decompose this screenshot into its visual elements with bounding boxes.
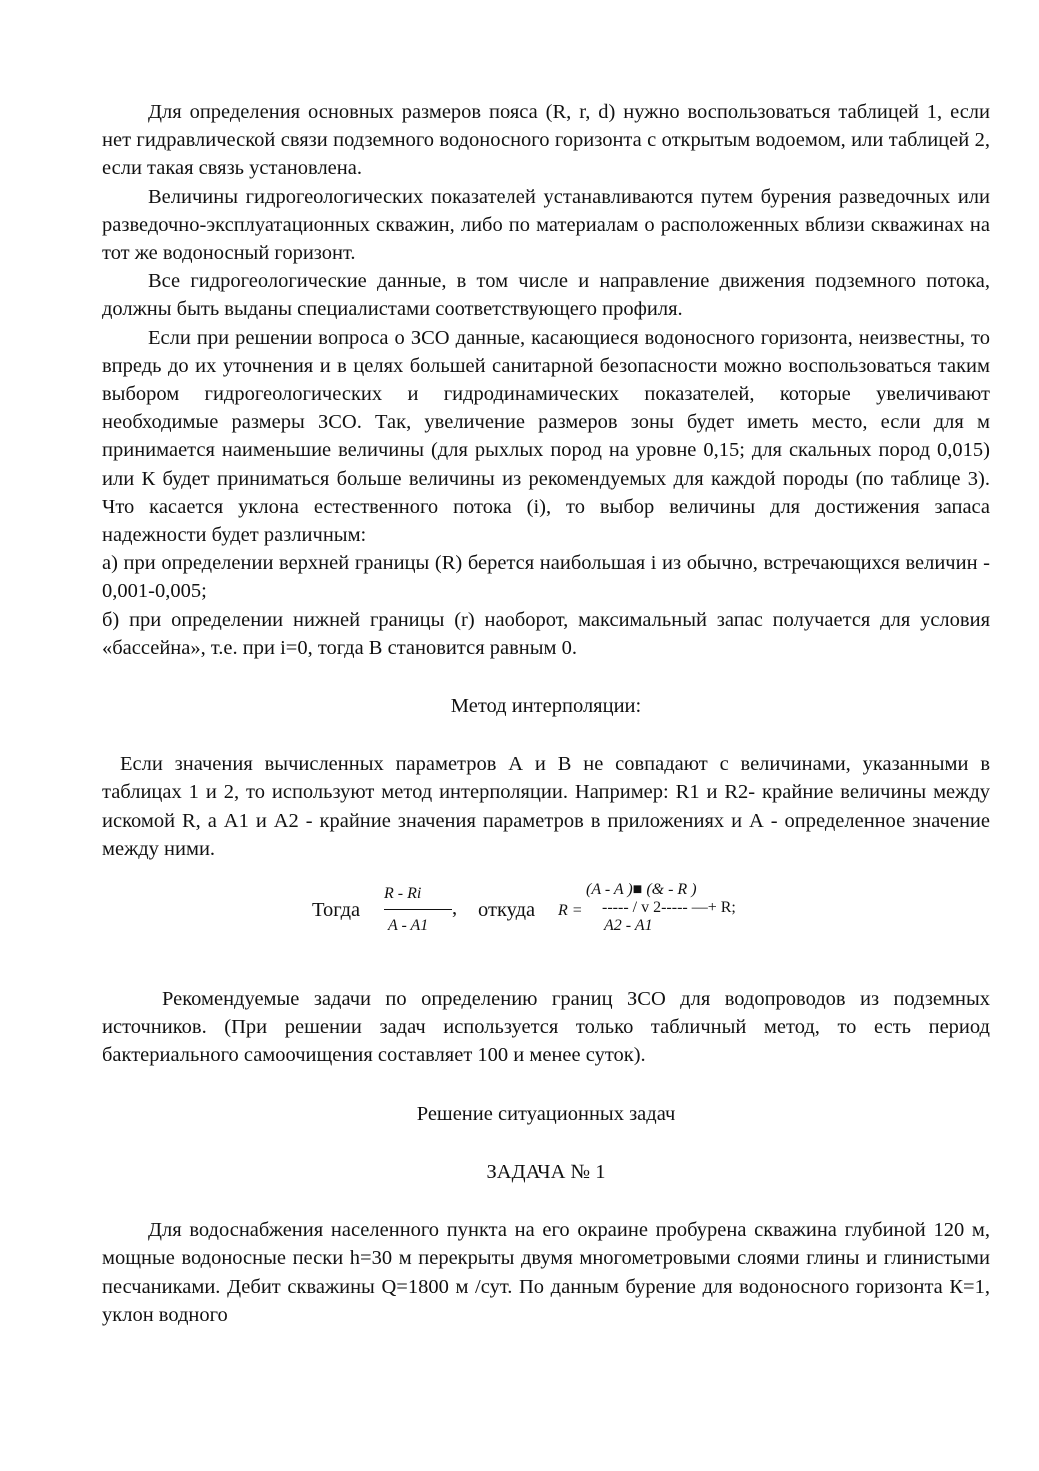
paragraph-1: Для определения основных размеров пояса (R, r, d) нужно воспользоваться таблицей 1, если нет гидравлической связи подземного водоносного горизонта с открытым водоемом, или таблицей 2, если такая связь установлена. <box>102 101 990 180</box>
paragraph-5: а) при определении верхней границы (R) берется наибольшая i из обычно, встречающихся величин - 0,001-0,005; <box>102 552 990 603</box>
paragraph-9: Для водоснабжения населенного пункта на его окраине пробурена скважина глубиной 120 м, мощные водоносные пески h=30 м перекрыты двумя многометровыми слоями глины и глинистыми песчаниками. Дебит скважины Q=1800 м /сут. По данным бурение для водоносного горизонта К=1, уклон водного <box>102 1219 990 1326</box>
formula-1-denominator: A - A1 <box>388 917 429 935</box>
situational-tasks-heading: Решение ситуационных задач <box>416 1102 676 1125</box>
formula-1-bar <box>384 909 452 910</box>
paragraph-4: Если при решении вопроса о ЗСО данные, касающиеся водоносного горизонта, неизвестны, то впредь до их уточнения и в целях большей санитарной безопасности можно воспользоваться таким выбором гидрогеологических и гидродинамических показателей, которые увеличивают необходимые размеры ЗСО. Так, увеличение размеров зоны будет иметь место, если для м принимается наименьшие величины (для рыхлых пород на уровне 0,15; для скальных пород 0,015) или К будет приниматься больше величины из рекомендуемых для каждой породы (по таблице 3). Что касается уклона естественного потока (i), то выбор величины для достижения запаса надежности будет различным: <box>102 326 990 547</box>
paragraph-8: Рекомендуемые задачи по определению границ ЗСО для водопроводов из подземных источников. (При решении задач используется только табличный метод, то есть период бактериального самоочищения составляет 100 и менее суток). <box>102 988 990 1067</box>
formula-otkuda: откуда <box>478 899 536 922</box>
formula-comma: , <box>452 897 458 920</box>
document-page <box>102 98 990 1329</box>
interpolation-heading: Метод интерполяции: <box>450 695 642 718</box>
formula-2-middle: ----- / v 2----- —+ R; <box>602 899 736 917</box>
formula-2-numerator: (A - A )■ (& - R ) <box>586 881 697 899</box>
paragraph-6: б) при определении нижней границы (r) наоборот, максимальный запас получается для условия «бассейна», т.е. при i=0, тогда В становится равным 0. <box>102 608 990 659</box>
paragraph-2: Величины гидрогеологических показателей устанавливаются путем бурения разведочных или разведочно-эксплуатационных скважин, либо по материалам о расположенных вблизи скважинах на тот же водоносный горизонт. <box>102 185 990 265</box>
task-1-heading: ЗАДАЧА № 1 <box>486 1160 606 1183</box>
paragraph-3: Все гидрогеологические данные, в том числе и направление движения подземного потока, должны быть выданы специалистами соответствующего профиля. <box>102 270 990 321</box>
formula-togda: Тогда <box>312 899 361 922</box>
formula-1-numerator: R - Ri <box>384 885 422 903</box>
paragraph-7: Если значения вычисленных параметров А и В не совпадают с величинами, указанными в таблицах 1 и 2, то используют метод интерполяции. Например: R1 и R2- крайние величины между искомой R, а А1 и А2 - крайние значения параметров в приложениях и А - определенное значение между ними. <box>102 753 990 860</box>
interpolation-formula <box>102 881 990 947</box>
formula-2-lhs: R = <box>558 902 583 920</box>
formula-2-denominator: A2 - A1 <box>604 917 653 935</box>
